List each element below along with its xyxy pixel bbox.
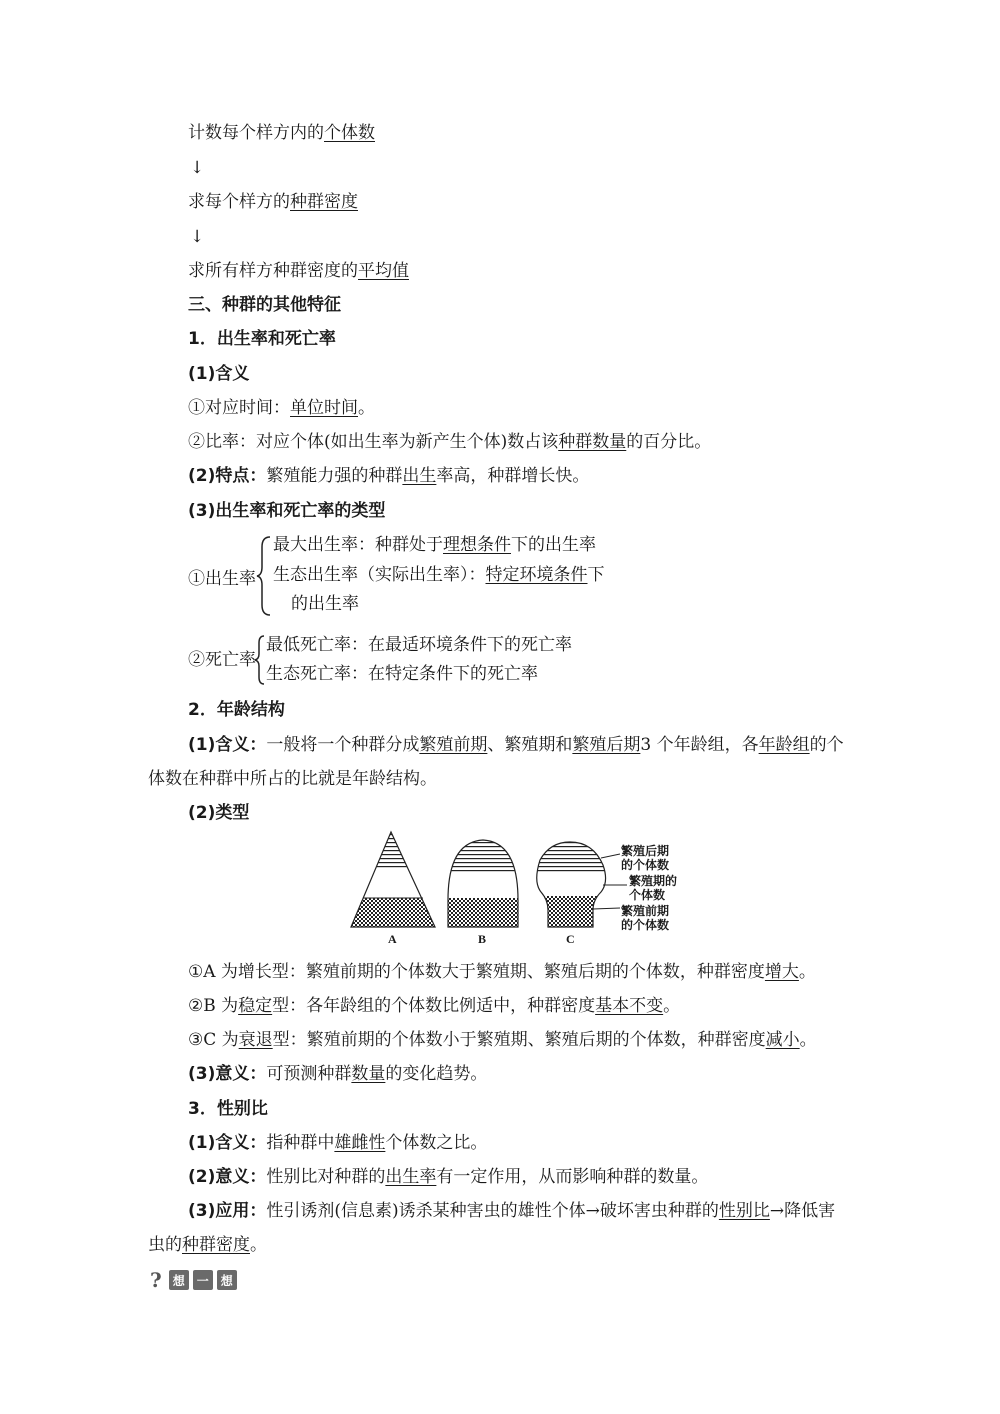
death-ecological: 生态死亡率：在特定条件下的死亡率 [266, 664, 538, 684]
text: 。 [358, 398, 375, 418]
sex-significance [188, 1166, 708, 1188]
death-min: 最低死亡率：在最适环境条件下的死亡率 [266, 635, 572, 655]
birth-rate-label: ①出生率 [188, 569, 256, 589]
age-structure-figure [345, 830, 690, 950]
figure-note: 繁殖期的 [629, 874, 678, 888]
key-term: 衰退 [238, 1030, 273, 1050]
age-significance [188, 1063, 487, 1085]
key-term: 出生 [402, 466, 437, 486]
heading-meaning: (1)含义 [188, 364, 250, 384]
birth-max [273, 534, 596, 556]
text: 可预测种群 [266, 1064, 352, 1084]
label: (3)应用： [188, 1201, 267, 1221]
key-term: 性别比 [718, 1201, 770, 1221]
figure-note: 的个体数 [621, 918, 670, 932]
key-term: 繁殖前期 [419, 735, 488, 755]
figure-note: 个体数 [629, 888, 666, 902]
text: 、繁殖期和 [487, 735, 573, 755]
feature [188, 465, 589, 487]
heading-types: (3)出生率和死亡率的类型 [188, 501, 386, 521]
text: 。 [799, 1030, 817, 1050]
text: 生态出生率（实际出生率）： [273, 565, 486, 585]
text: 型：繁殖前期的个体数小于繁殖期、繁殖后期的个体数，种群密度 [272, 1030, 766, 1050]
text: 性引诱剂(信息素)诱杀某种害虫的雄性个体→破坏害虫种群的 [266, 1201, 719, 1221]
arrow-down-icon: ↓ [190, 227, 205, 247]
brace-icon [254, 634, 266, 686]
sex-application [188, 1200, 835, 1222]
text: ①A 为增长型：繁殖前期的个体数大于繁殖期、繁殖后期的个体数，种群密度 [188, 962, 765, 982]
text: ②比率：对应个体(如出生率为新产生个体)数占该 [188, 432, 559, 452]
text: ②B 为 [188, 996, 239, 1016]
birth-ecological-cont: 的出生率 [291, 594, 359, 614]
pyramid-a [345, 830, 445, 928]
think-char: 想 [169, 1270, 189, 1290]
flow-step-1 [188, 122, 375, 144]
text: 的变化趋势。 [385, 1064, 488, 1084]
sex-application-cont [148, 1234, 267, 1256]
heading-age: 2．年龄结构 [188, 700, 285, 720]
text: 性别比对种群的 [266, 1167, 386, 1187]
brace-icon [256, 535, 272, 617]
death-rate-label: ②死亡率 [188, 650, 256, 670]
type-b [188, 995, 680, 1017]
text: 。 [798, 962, 816, 982]
key-term: 基本不变 [595, 996, 664, 1016]
text: 的个 [809, 735, 844, 755]
label: (1)含义： [188, 1133, 267, 1153]
pyramid-c [530, 830, 615, 928]
think-char: 想 [217, 1270, 237, 1290]
text: 指种群中 [266, 1133, 335, 1153]
text: 个体数之比。 [385, 1133, 488, 1153]
key-term: 稳定 [238, 996, 273, 1016]
text: 计数每个样方内的 [188, 123, 324, 143]
text: 下的出生率 [511, 535, 596, 555]
key-term: 出生率 [385, 1167, 437, 1187]
arrow-down-icon: ↓ [190, 158, 205, 178]
age-meaning [188, 734, 844, 756]
text: 繁殖能力强的种群 [266, 466, 403, 486]
label: (2)特点： [188, 466, 267, 486]
think-section-banner [150, 1268, 237, 1292]
key-term: 种群数量 [558, 432, 627, 452]
sex-meaning [188, 1132, 487, 1154]
key-term: 繁殖后期 [572, 735, 641, 755]
text: 型：各年龄组的个体数比例适中，种群密度 [272, 996, 596, 1016]
text: 率高，种群增长快。 [436, 466, 590, 486]
label: (1)含义： [188, 735, 267, 755]
heading-sex-ratio: 3．性别比 [188, 1099, 268, 1119]
label: (2)意义： [188, 1167, 267, 1187]
flow-step-3 [188, 260, 409, 282]
text: →降低害 [769, 1201, 836, 1221]
text: 。 [663, 996, 681, 1016]
section-title: 三、种群的其他特征 [188, 295, 341, 315]
figure-label-a: A [388, 932, 397, 946]
text: 最大出生率：种群处于 [273, 535, 443, 555]
think-char: 一 [193, 1270, 213, 1290]
meaning-ratio [188, 431, 711, 453]
figure-note: 繁殖前期 [621, 904, 670, 918]
figure-note: 繁殖后期 [621, 844, 670, 858]
key-term: 数量 [351, 1064, 386, 1084]
flow-step-2 [188, 191, 358, 213]
figure-label-c: C [566, 932, 575, 946]
heading-birth-death: 1．出生率和死亡率 [188, 329, 336, 349]
key-term: 减小 [765, 1030, 800, 1050]
heading-age-types: (2)类型 [188, 803, 250, 823]
pyramid-b [445, 830, 525, 928]
label: (3)意义： [188, 1064, 267, 1084]
key-term: 年龄组 [758, 735, 810, 755]
type-a [188, 961, 816, 983]
key-term: 单位时间 [290, 398, 358, 418]
text: 求所有样方种群密度的 [188, 261, 358, 281]
figure-label-b: B [478, 932, 487, 946]
age-meaning-cont: 体数在种群中所占的比就是年龄结构。 [148, 769, 437, 789]
text: 虫的 [148, 1235, 182, 1255]
question-mark-icon: ? [150, 1268, 162, 1292]
key-term: 种群密度 [290, 192, 358, 212]
key-term: 增大 [764, 962, 799, 982]
key-term: 雄雌性 [334, 1133, 386, 1153]
text: 3 个年龄组，各 [640, 735, 759, 755]
key-term: 个体数 [324, 123, 375, 143]
text: ①对应时间： [188, 398, 290, 418]
birth-ecological [273, 564, 605, 586]
text: 一般将一个种群分成 [266, 735, 420, 755]
figure-note: 的个体数 [621, 858, 670, 872]
key-term: 特定环境条件 [485, 565, 588, 585]
text: 求每个样方的 [188, 192, 290, 212]
text: 有一定作用，从而影响种群的数量。 [436, 1167, 709, 1187]
key-term: 种群密度 [182, 1235, 250, 1255]
text: 的百分比。 [626, 432, 712, 452]
type-c [188, 1029, 817, 1051]
meaning-time [188, 397, 375, 419]
key-term: 平均值 [358, 261, 409, 281]
key-term: 理想条件 [443, 535, 511, 555]
text: ③C 为 [188, 1030, 239, 1050]
text: 。 [250, 1235, 267, 1255]
text: 下 [587, 565, 605, 585]
